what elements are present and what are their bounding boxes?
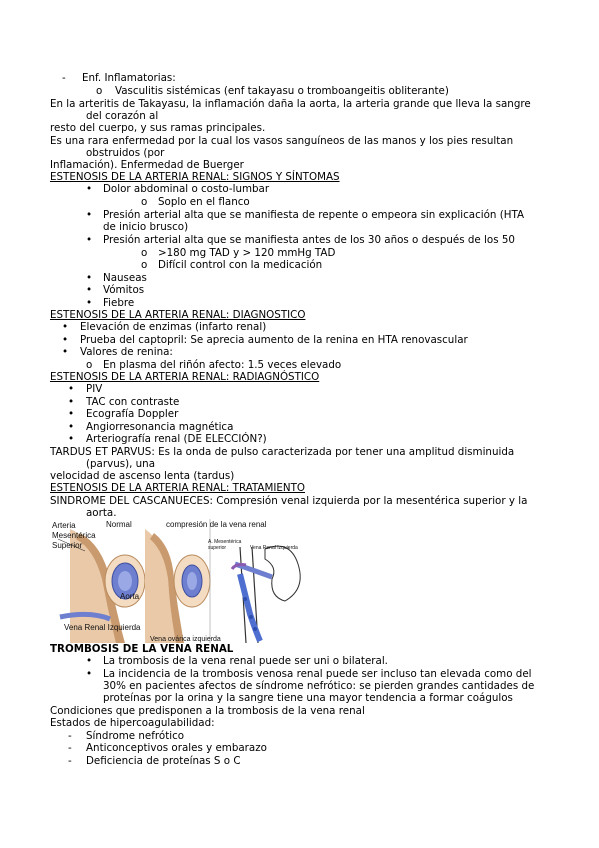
section-heading: ESTENOSIS DE LA ARTERIA RENAL: TRATAMIENTO <box>50 482 305 494</box>
nutcracker-figure <box>50 519 312 643</box>
bullet-marker: • <box>86 209 93 221</box>
figure-label: superior <box>208 545 227 551</box>
text-line: Anticonceptivos orales y embarazo <box>86 742 267 754</box>
text-line: TARDUS ET PARVUS: Es la onda de pulso caracterizada por tener una amplitud disminuida <box>50 446 515 458</box>
text-line: Fiebre <box>103 297 135 309</box>
text-line: Deficiencia de proteínas S o C <box>86 755 241 767</box>
figure-label: Arteria <box>52 521 76 530</box>
text-line: Ecografía Doppler <box>86 408 179 420</box>
figure-label: A. Mesentérica <box>208 539 242 545</box>
text-line: Presión arterial alta que se manifiesta de repente o empeora sin explicación (HTA <box>103 209 524 221</box>
text-line: La trombosis de la vena renal puede ser uni o bilateral. <box>103 655 388 667</box>
dash-marker: - <box>68 730 72 742</box>
text-line: Elevación de enzimas (infarto renal) <box>80 321 267 333</box>
bullet-marker: • <box>86 234 93 246</box>
bullet-marker: • <box>68 433 75 445</box>
bullet-marker: • <box>62 334 69 346</box>
text-line: En la arteritis de Takayasu, la inflamación daña la aorta, la arteria grande que lleva la sangre <box>50 98 531 110</box>
bullet-marker: • <box>86 284 93 296</box>
text-line: Vómitos <box>103 284 145 296</box>
section-heading: ESTENOSIS DE LA ARTERIA RENAL: DIAGNOSTICO <box>50 309 306 321</box>
circle-marker: o <box>96 85 103 97</box>
figure-label: compresión de la vena renal <box>166 520 267 529</box>
figure-label: Normal <box>106 520 132 529</box>
bullet-marker: • <box>68 421 75 433</box>
bullet-marker: • <box>68 408 75 420</box>
circle-marker: o <box>141 247 148 259</box>
bullet-marker: • <box>86 272 93 284</box>
text-line: obstruidos (por <box>86 147 165 159</box>
text-line: aorta. <box>86 507 117 519</box>
text-line: proteínas por la orina y la sangre tiene una mayor tendencia a formar coágulos <box>103 692 513 704</box>
section-heading: TROMBOSIS DE LA VENA RENAL <box>50 643 234 655</box>
text-line: En plasma del riñón afecto: 1.5 veces elevado <box>103 359 342 371</box>
text-line: Nauseas <box>103 272 147 284</box>
text-line: Dolor abdominal o costo-lumbar <box>103 183 270 195</box>
text-line: velocidad de ascenso lenta (tardus) <box>50 470 235 482</box>
text-line: Soplo en el flanco <box>158 196 250 208</box>
dash-marker: - <box>68 755 72 767</box>
text-line: Es una rara enfermedad por la cual los vasos sanguíneos de las manos y los pies resultan <box>50 135 514 147</box>
text-line: Prueba del captopril: Se aprecia aumento de la renina en HTA renovascular <box>80 334 468 346</box>
text-line: Valores de renina: <box>80 346 173 358</box>
text-line: >180 mg TAD y > 120 mmHg TAD <box>158 247 336 259</box>
section-heading: ESTENOSIS DE LA ARTERIA RENAL: SIGNOS Y SÍNTOMAS <box>50 171 340 183</box>
text-line: 30% en pacientes afectos de síndrome nefrótico: se pierden grandes cantidades de <box>103 680 535 692</box>
circle-marker: o <box>86 359 93 371</box>
text-line: Enf. Inflamatorias: <box>82 72 176 84</box>
section-heading: ESTENOSIS DE LA ARTERIA RENAL: RADIAGNÓSTICO <box>50 371 320 383</box>
bullet-marker: • <box>68 383 75 395</box>
figure-label: Superior <box>52 541 83 550</box>
bullet-marker: • <box>86 297 93 309</box>
text-line: La incidencia de la trombosis venosa renal puede ser incluso tan elevada como del <box>103 668 532 680</box>
dash-marker: - <box>68 742 72 754</box>
circle-marker: o <box>141 196 148 208</box>
text-line: TAC con contraste <box>86 396 180 408</box>
bullet-marker: • <box>62 321 69 333</box>
text-line: SINDROME DEL CASCANUECES: Compresión venal izquierda por la mesentérica superior y la <box>50 495 528 507</box>
circle-marker: o <box>141 259 148 271</box>
text-line: del corazón al <box>86 110 159 122</box>
figure-label: Mesentérica <box>52 531 96 540</box>
text-line: Inflamación). Enfermedad de Buerger <box>50 159 244 171</box>
bullet-marker: • <box>86 183 93 195</box>
figure-label: Vena Renal Izquierda <box>250 545 298 551</box>
bullet-marker: • <box>86 668 93 680</box>
dash-marker: - <box>62 72 66 84</box>
text-line: de inicio brusco) <box>103 221 189 233</box>
figure-label: Aorta <box>120 592 140 601</box>
text-line: Difícil control con la medicación <box>158 259 323 271</box>
text-line: resto del cuerpo, y sus ramas principales. <box>50 122 266 134</box>
text-line: Angiorresonancia magnética <box>86 421 234 433</box>
text-line: (parvus), una <box>86 458 156 470</box>
bullet-marker: • <box>62 346 69 358</box>
text-line: Arteriografía renal (DE ELECCIÓN?) <box>86 433 267 445</box>
text-line: Estados de hipercoagulabilidad: <box>50 717 215 729</box>
figure-label: Vena ovárica izquierda <box>150 636 221 643</box>
text-line: Presión arterial alta que se manifiesta antes de los 30 años o después de los 50 <box>103 234 515 246</box>
text-line: PIV <box>86 383 103 395</box>
text-line: Síndrome nefrótico <box>86 730 185 742</box>
bullet-marker: • <box>86 655 93 667</box>
text-line: Condiciones que predisponen a la trombosis de la vena renal <box>50 705 365 717</box>
figure-label: Vena Renal Izquierda <box>64 623 141 632</box>
bullet-marker: • <box>68 396 75 408</box>
text-line: Vasculitis sistémicas (enf takayasu o tromboangeitis obliterante) <box>115 85 449 97</box>
